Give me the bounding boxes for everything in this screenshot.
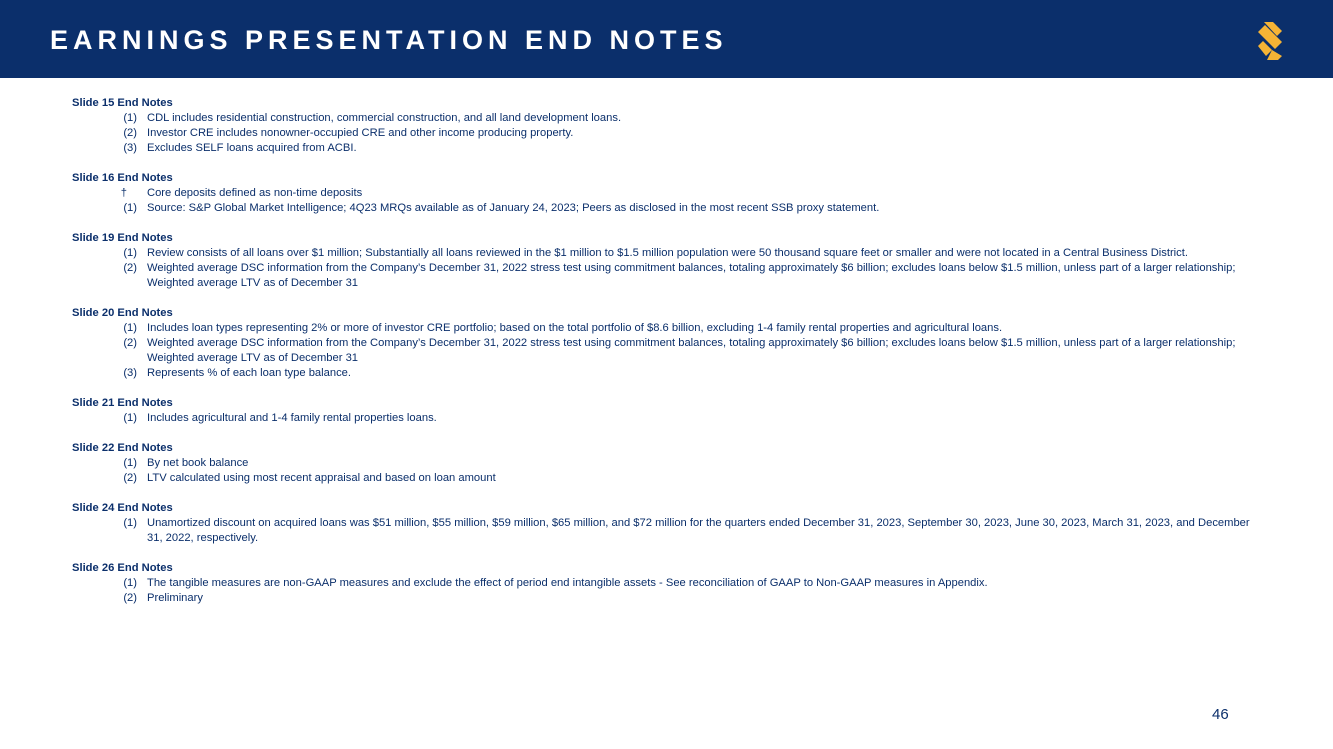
note-text: The tangible measures are non-GAAP measures and exclude the effect of period end intangible assets - See reconciliation of GAAP to Non-GAAP measures in Appendix. xyxy=(147,577,988,589)
note-marker: (2) xyxy=(123,592,137,604)
note-marker: (2) xyxy=(123,127,137,139)
note-marker: (1) xyxy=(123,202,137,214)
note-marker: (3) xyxy=(123,367,137,379)
note-item xyxy=(72,471,1267,486)
section-title: Slide 15 End Notes xyxy=(72,97,173,109)
section-title: Slide 26 End Notes xyxy=(72,562,173,574)
note-item xyxy=(72,141,1267,156)
note-text: Source: S&P Global Market Intelligence; 4Q23 MRQs available as of January 24, 2023; Peers as disclosed in the most recent SSB proxy statement. xyxy=(147,202,880,214)
page-number: 46 xyxy=(1212,706,1229,723)
section-title: Slide 24 End Notes xyxy=(72,502,173,514)
end-notes-section xyxy=(72,501,1267,546)
note-text: Includes agricultural and 1-4 family rental properties loans. xyxy=(147,412,437,424)
note-marker: (1) xyxy=(123,247,137,259)
section-title: Slide 22 End Notes xyxy=(72,442,173,454)
note-text: Represents % of each loan type balance. xyxy=(147,367,351,379)
note-item xyxy=(72,321,1267,336)
note-marker: (1) xyxy=(123,112,137,124)
end-notes-section xyxy=(72,306,1267,381)
page-title: EARNINGS PRESENTATION END NOTES xyxy=(50,25,728,55)
note-item xyxy=(72,201,1267,216)
section-title: Slide 21 End Notes xyxy=(72,397,173,409)
note-text: LTV calculated using most recent appraisal and based on loan amount xyxy=(147,472,496,484)
note-item xyxy=(72,576,1267,591)
note-marker: (2) xyxy=(123,337,137,349)
note-text: CDL includes residential construction, commercial construction, and all land development loans. xyxy=(147,112,622,124)
note-text: Weighted average DSC information from the Company’s December 31, 2022 stress test using commitment balances, totaling approximately $6 billion; excludes loans below $1.5 million, unless part of a larger relationship; Weighted average LTV as of December 31 xyxy=(147,262,1236,289)
note-item xyxy=(72,456,1267,471)
end-notes-section xyxy=(72,231,1267,291)
end-notes-section xyxy=(72,396,1267,426)
note-marker: (1) xyxy=(123,457,137,469)
note-item xyxy=(72,126,1267,141)
end-notes-section xyxy=(72,96,1267,156)
note-item xyxy=(72,246,1267,261)
note-marker: (3) xyxy=(123,142,137,154)
note-item xyxy=(72,516,1267,546)
note-marker: (1) xyxy=(123,517,137,529)
note-item xyxy=(72,591,1267,606)
southstate-s-logo-icon xyxy=(1252,20,1288,62)
note-text: Weighted average DSC information from the Company’s December 31, 2022 stress test using commitment balances, totaling approximately $6 billion; excludes loans below $1.5 million, unless part of a larger relationship; Weighted average LTV as of December 31 xyxy=(147,337,1236,364)
note-item xyxy=(72,411,1267,426)
end-notes-section xyxy=(72,441,1267,486)
note-text: Review consists of all loans over $1 million; Substantially all loans reviewed in the $1 million to $1.5 million population were 50 thousand square feet or smaller and were not located in a Central Business District. xyxy=(147,247,1188,259)
note-marker: (1) xyxy=(123,322,137,334)
note-text: Core deposits defined as non-time deposits xyxy=(147,187,363,199)
note-marker: (2) xyxy=(123,472,137,484)
note-marker: (2) xyxy=(123,262,137,274)
note-marker: † xyxy=(120,187,127,199)
note-item xyxy=(72,336,1267,366)
end-notes-section xyxy=(72,171,1267,216)
note-text: Unamortized discount on acquired loans was $51 million, $55 million, $59 million, $65 million, and $72 million for the quarters ended December 31, 2023, September 30, 2023, June 30, 2023, March 31, 2023, and December 31, 2022, respectively. xyxy=(147,517,1250,544)
note-text: Preliminary xyxy=(147,592,203,604)
end-notes-list xyxy=(72,96,1267,621)
note-text: Investor CRE includes nonowner-occupied CRE and other income producing property. xyxy=(147,127,574,139)
note-item xyxy=(72,366,1267,381)
section-title: Slide 20 End Notes xyxy=(72,307,173,319)
note-item xyxy=(72,111,1267,126)
end-notes-section xyxy=(72,561,1267,606)
header-bar xyxy=(0,0,1333,78)
note-item xyxy=(72,261,1267,291)
note-text: By net book balance xyxy=(147,457,249,469)
note-text: Excludes SELF loans acquired from ACBI. xyxy=(147,142,357,154)
note-marker: (1) xyxy=(123,577,137,589)
section-title: Slide 19 End Notes xyxy=(72,232,173,244)
note-item xyxy=(72,186,1267,201)
note-text: Includes loan types representing 2% or more of investor CRE portfolio; based on the total portfolio of $8.6 billion, excluding 1-4 family rental properties and agricultural loans. xyxy=(147,322,1003,334)
note-marker: (1) xyxy=(123,412,137,424)
section-title: Slide 16 End Notes xyxy=(72,172,173,184)
